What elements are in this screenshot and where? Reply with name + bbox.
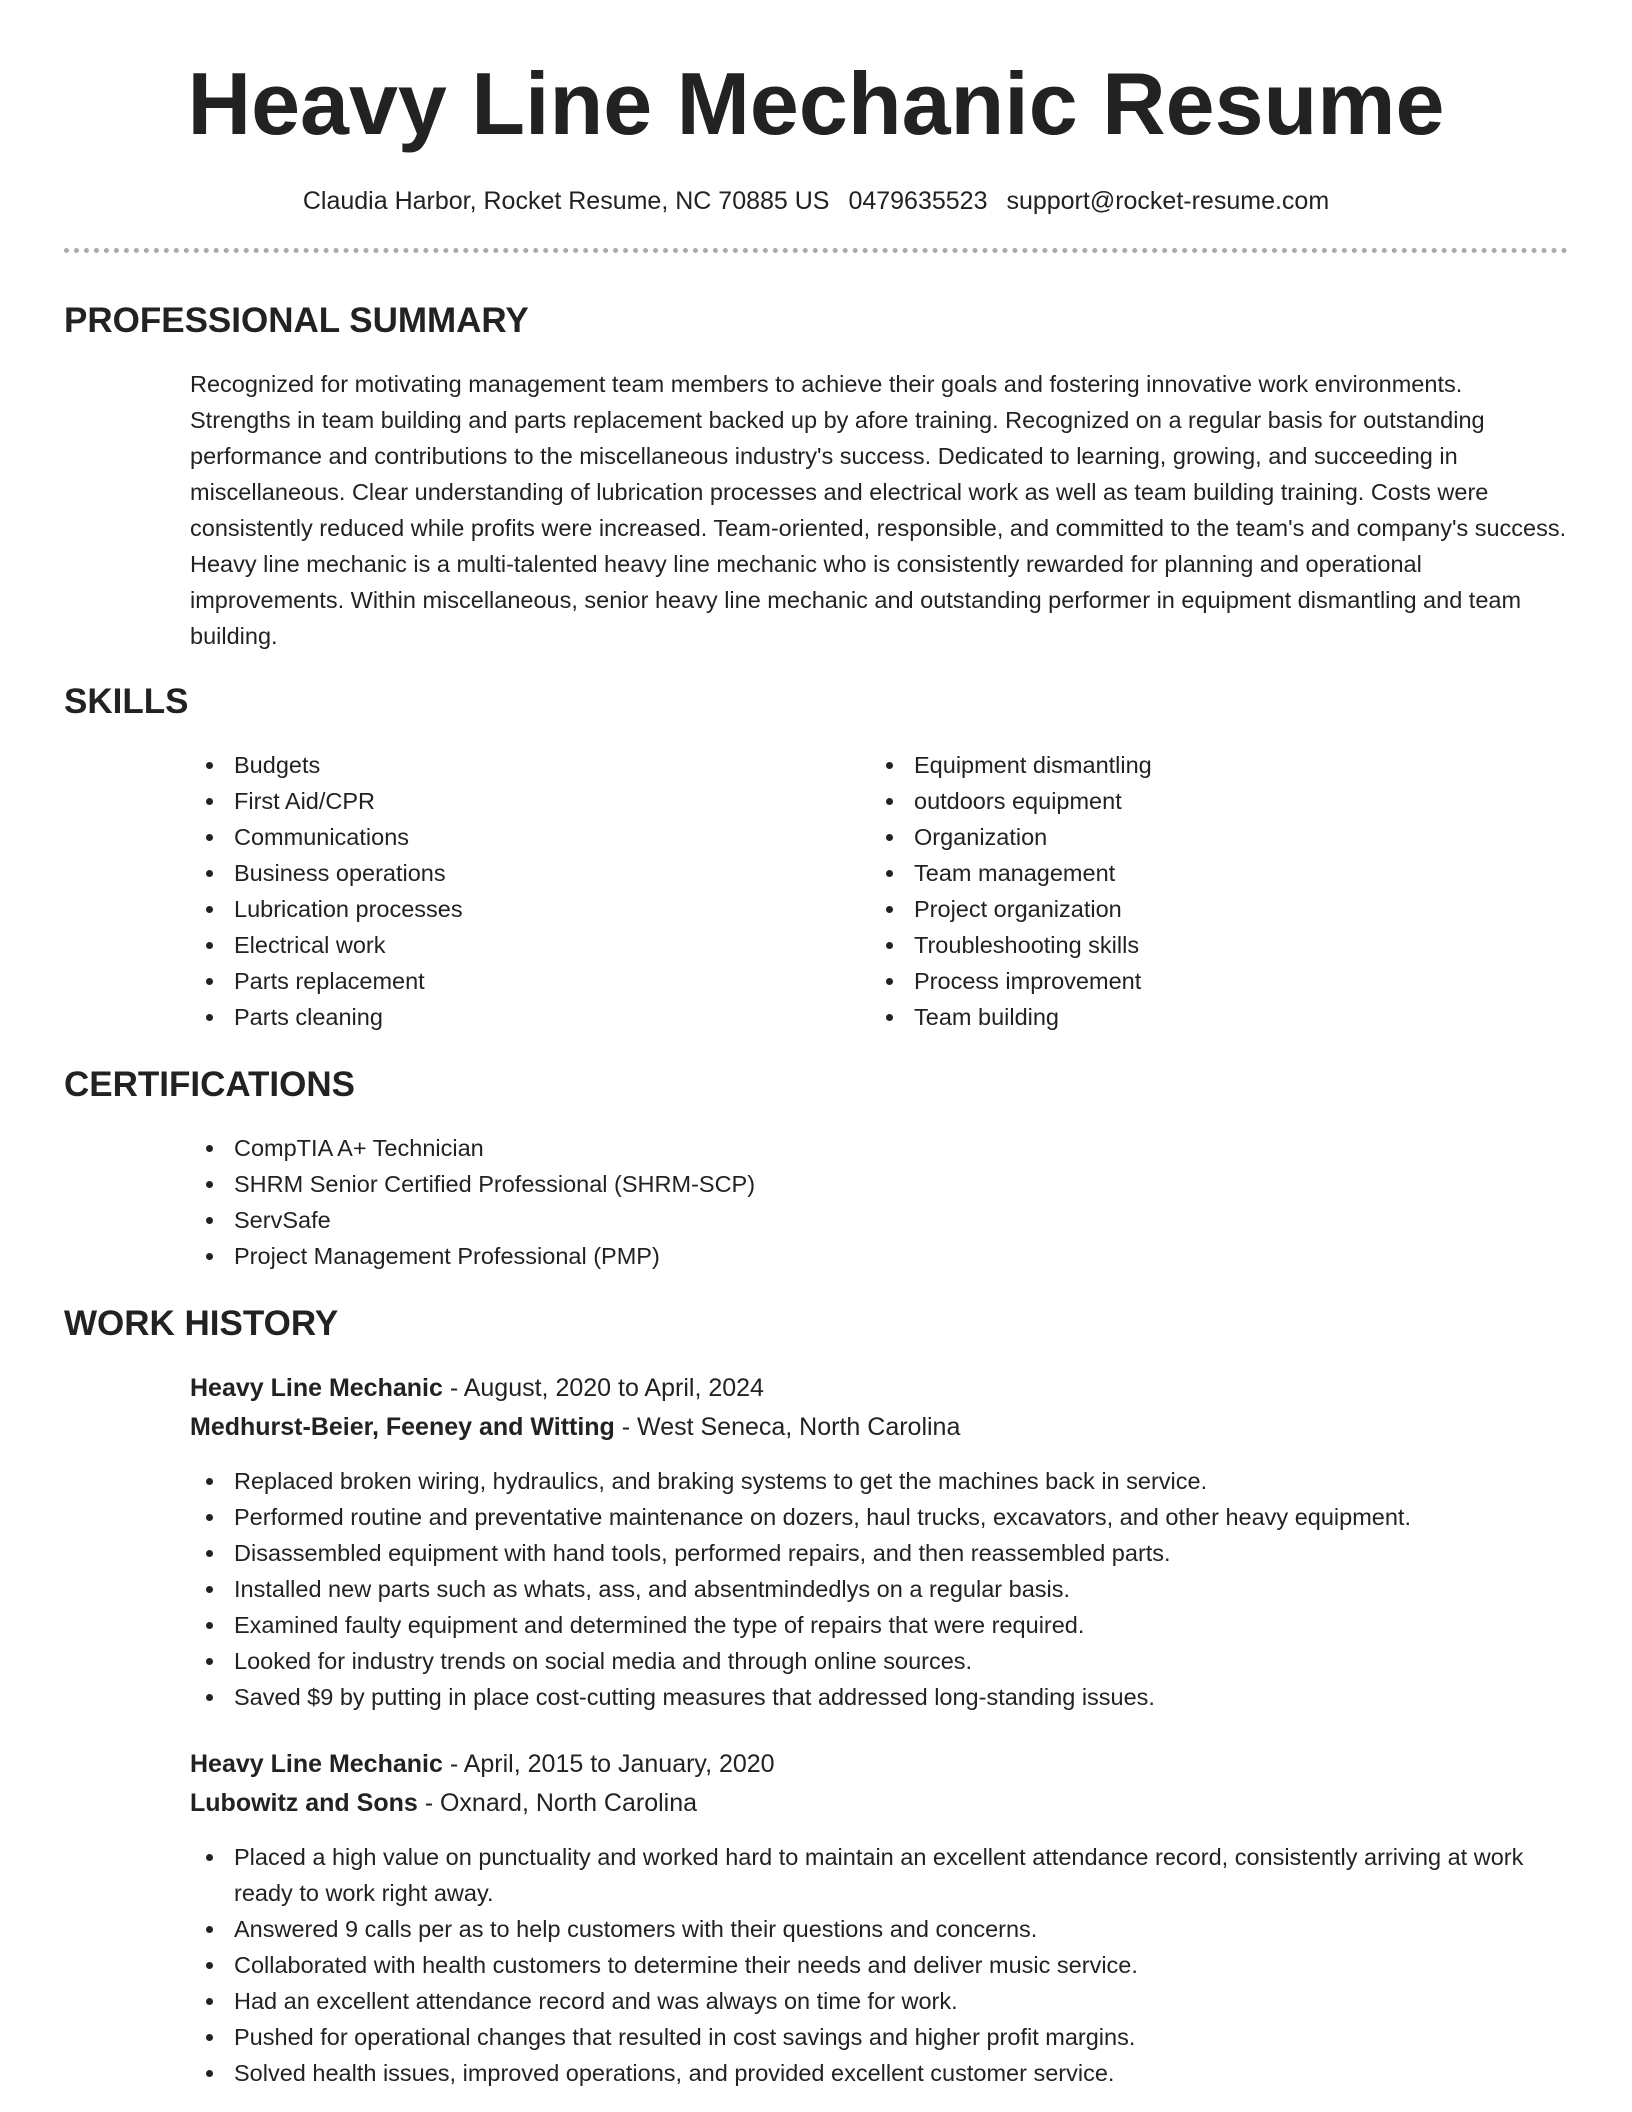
- skill-item: outdoors equipment: [870, 783, 1550, 819]
- summary-heading: PROFESSIONAL SUMMARY: [64, 301, 529, 340]
- certification-item: Project Management Professional (PMP): [190, 1238, 1568, 1274]
- job-title-line: [190, 1369, 1568, 1408]
- skill-item: Process improvement: [870, 963, 1550, 999]
- job-bullet: Pushed for operational changes that resulted in cost savings and higher profit margins.: [190, 2019, 1568, 2055]
- work-history-section: [64, 1303, 1568, 2091]
- work-history-heading: WORK HISTORY: [64, 1304, 339, 1343]
- job-bullet: Answered 9 calls per as to help customers with their questions and concerns.: [190, 1911, 1568, 1947]
- job-bullet: Solved health issues, improved operations, and provided excellent customer service.: [190, 2055, 1568, 2091]
- resume-page: [64, 0, 1568, 2086]
- job-bullet: Examined faulty equipment and determined the type of repairs that were required.: [190, 1607, 1568, 1643]
- skill-item: Team building: [870, 999, 1550, 1035]
- skill-item: Lubrication processes: [190, 891, 870, 927]
- job-bullet: Looked for industry trends on social media and through online sources.: [190, 1643, 1568, 1679]
- skills-grid: [190, 747, 1568, 1035]
- job-bullet: Installed new parts such as whats, ass, and absentmindedlys on a regular basis.: [190, 1571, 1568, 1607]
- job-location: - Oxnard, North Carolina: [417, 1789, 698, 1817]
- job-bullet: Saved $9 by putting in place cost-cutting measures that addressed long-standing issues.: [190, 1679, 1568, 1715]
- job-title-line: [190, 1745, 1568, 1784]
- skill-item: Equipment dismantling: [870, 747, 1550, 783]
- skill-item: Budgets: [190, 747, 870, 783]
- skill-item: Organization: [870, 819, 1550, 855]
- skills-heading: SKILLS: [64, 682, 189, 721]
- job-bullet: Placed a high value on punctuality and worked hard to maintain an excellent attendance record, consistently arriving at work ready to work right away.: [190, 1839, 1568, 1911]
- resume-title: Heavy Line Mechanic Resume: [187, 54, 1445, 153]
- skill-item: Parts replacement: [190, 963, 870, 999]
- summary-section: [64, 300, 1568, 654]
- job-bullet: Collaborated with health customers to determine their needs and deliver music service.: [190, 1947, 1568, 1983]
- job-company: Lubowitz and Sons: [190, 1789, 418, 1817]
- job-company-line: [190, 1784, 1568, 1823]
- skill-item: Electrical work: [190, 927, 870, 963]
- job-dates: - August, 2020 to April, 2024: [442, 1374, 764, 1402]
- job-title: Heavy Line Mechanic: [190, 1374, 443, 1402]
- job-company: Medhurst-Beier, Feeney and Witting: [190, 1413, 615, 1441]
- job-company-line: [190, 1408, 1568, 1447]
- header-divider: [64, 248, 1568, 253]
- skill-item: Project organization: [870, 891, 1550, 927]
- skill-item: Troubleshooting skills: [870, 927, 1550, 963]
- skills-left-column: [190, 747, 870, 1035]
- skills-section: [64, 681, 1568, 1035]
- job-location: - West Seneca, North Carolina: [614, 1413, 961, 1441]
- job-entry: [190, 1369, 1568, 1715]
- certifications-heading: CERTIFICATIONS: [64, 1065, 356, 1104]
- job-bullets: [64, 1463, 1568, 1715]
- job-entry: [190, 1745, 1568, 2091]
- skill-item: Communications: [190, 819, 870, 855]
- contact-phone: 0479635523: [848, 187, 988, 215]
- certifications-list: [190, 1130, 1568, 1274]
- job-bullet: Performed routine and preventative maintenance on dozers, haul trucks, excavators, and other heavy equipment.: [190, 1499, 1568, 1535]
- certification-item: ServSafe: [190, 1202, 1568, 1238]
- certifications-section: [64, 1064, 1568, 1274]
- contact-address: Claudia Harbor, Rocket Resume, NC 70885 US: [302, 187, 830, 215]
- certification-item: CompTIA A+ Technician: [190, 1130, 1568, 1166]
- certification-item: SHRM Senior Certified Professional (SHRM-SCP): [190, 1166, 1568, 1202]
- contact-email: support@rocket-resume.com: [1006, 187, 1330, 215]
- job-dates: - April, 2015 to January, 2020: [442, 1750, 775, 1778]
- job-title: Heavy Line Mechanic: [190, 1750, 443, 1778]
- job-bullets: [64, 1839, 1568, 2091]
- contact-info: [64, 186, 1568, 216]
- skills-right-column: [870, 747, 1550, 1035]
- skill-item: Business operations: [190, 855, 870, 891]
- skill-item: Team management: [870, 855, 1550, 891]
- job-bullet: Replaced broken wiring, hydraulics, and braking systems to get the machines back in service.: [190, 1463, 1568, 1499]
- job-bullet: Had an excellent attendance record and was always on time for work.: [190, 1983, 1568, 2019]
- summary-text: Recognized for motivating management team members to achieve their goals and fostering innovative work environments. Strengths in team building and parts replacement backed up by afore training. Recognized on a regular basis for outstanding performance and contributions to the miscellaneous industry's success. Dedicated to learning, growing, and succeeding in miscellaneous. Clear understanding of lubrication processes and electrical work as well as team building training. Costs were consistently reduced while profits were increased. Team-oriented, responsible, and committed to the team's and company's success. Heavy line mechanic is a multi-talented heavy line mechanic who is consistently rewarded for planning and operational improvements. Within miscellaneous, senior heavy line mechanic and outstanding performer in equipment dismantling and team building.: [190, 371, 1567, 649]
- skill-item: First Aid/CPR: [190, 783, 870, 819]
- skill-item: Parts cleaning: [190, 999, 870, 1035]
- job-bullet: Disassembled equipment with hand tools, performed repairs, and then reassembled parts.: [190, 1535, 1568, 1571]
